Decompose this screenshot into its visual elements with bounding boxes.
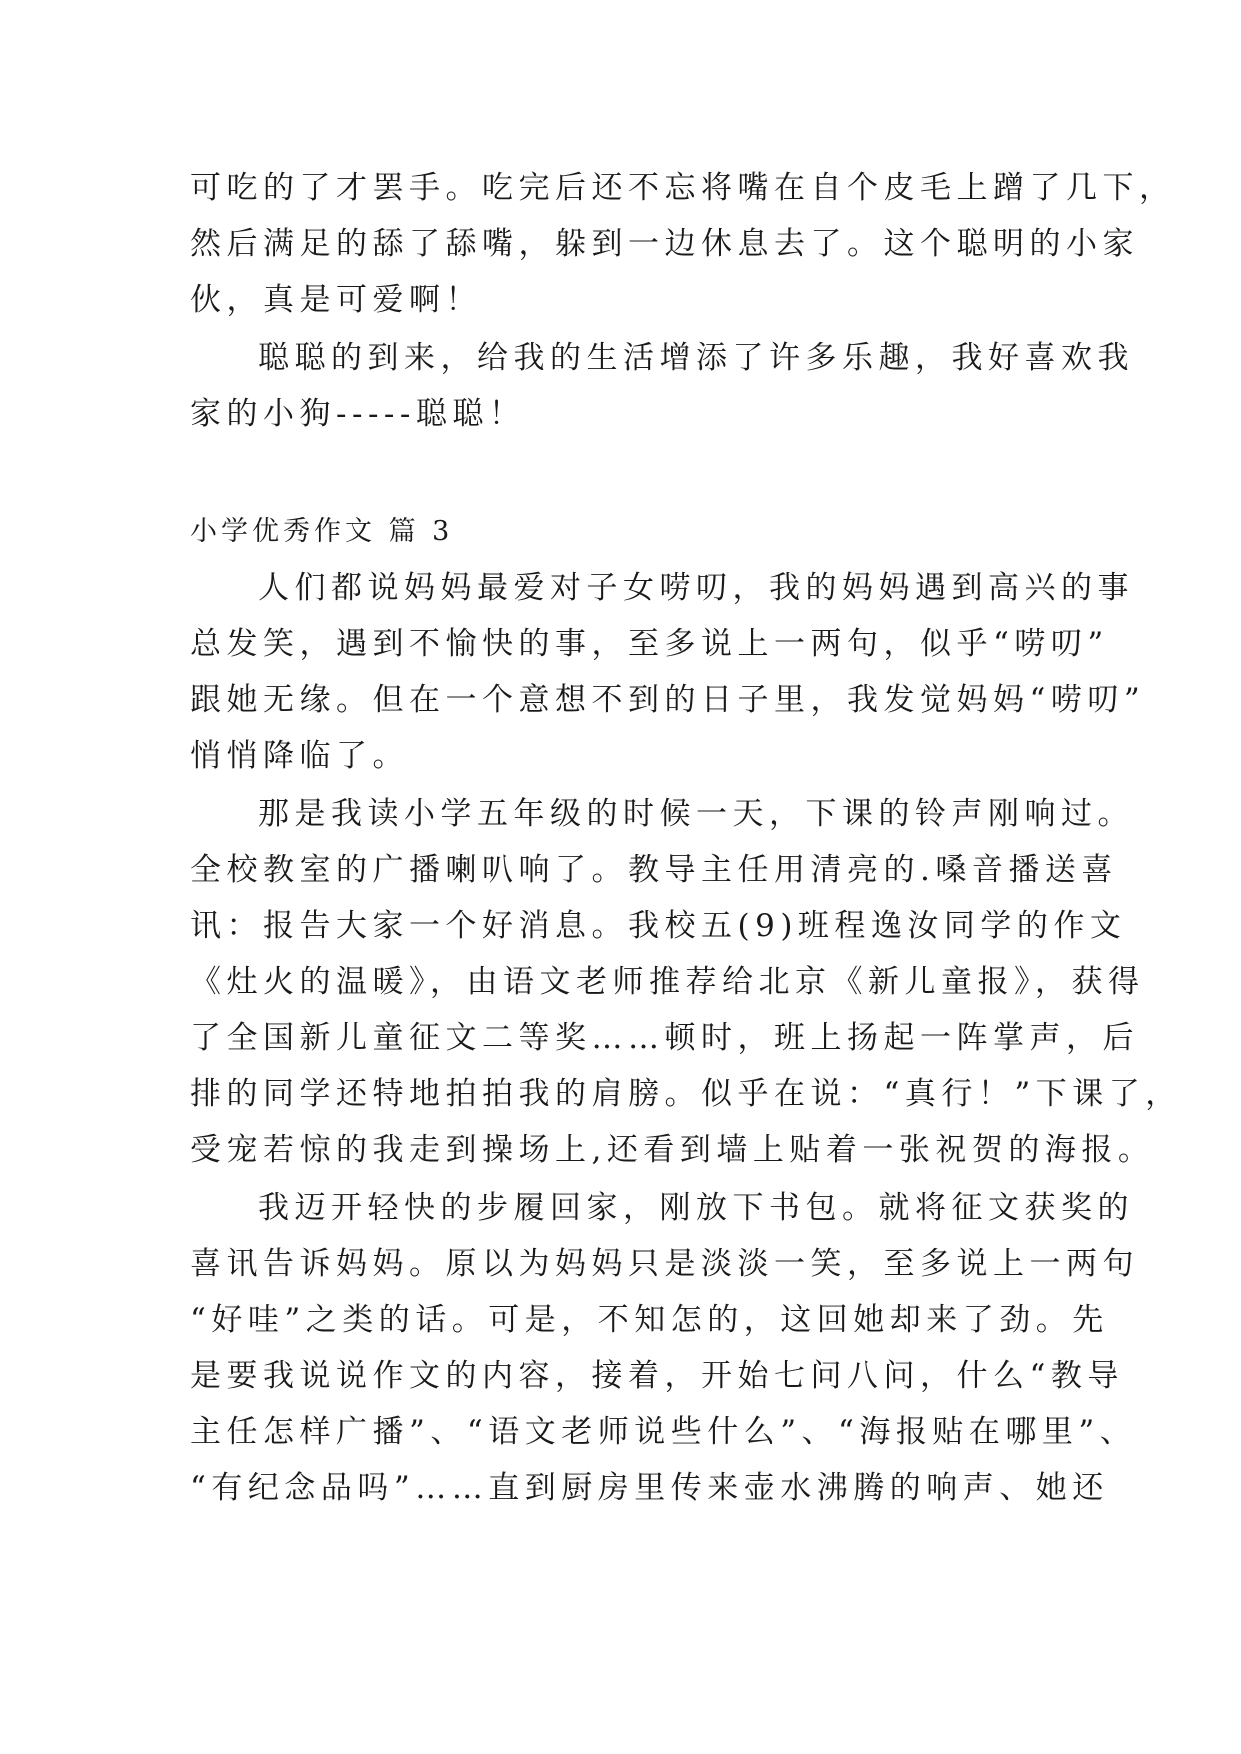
- text-line: 家的小狗-----聪聪！: [190, 396, 526, 432]
- text-line: 了全国新儿童征文二等奖……顿时，班上扬起一阵掌声，后: [190, 1020, 1139, 1056]
- text-line: 全校教室的广播喇叭响了。教导主任用清亮的.嗓音播送喜: [190, 852, 1118, 888]
- text-line: “好哇”之类的话。可是，不知怎的，这回她却来了劲。先: [190, 1302, 1109, 1338]
- text-line: 主任怎样广播”、“语文老师说些什么”、“海报贴在哪里”、: [190, 1414, 1137, 1450]
- text-line: 可吃的了才罢手。吃完后还不忘将嘴在自个皮毛上蹭了几下，: [190, 170, 1176, 206]
- section-heading: 小学优秀作文 篇 3: [190, 516, 454, 547]
- text-line: 《灶火的温暖》，由语文老师推荐给北京《新儿童报》，获得: [190, 964, 1145, 1000]
- text-line: 我迈开轻快的步履回家，刚放下书包。就将征文获奖的: [258, 1190, 1134, 1226]
- text-line: 是要我说说作文的内容，接着，开始七问八问，什么“教导: [190, 1358, 1124, 1394]
- text-line: 那是我读小学五年级的时候一天，下课的铃声刚响过。: [258, 796, 1134, 832]
- text-line: 聪聪的到来，给我的生活增添了许多乐趣，我好喜欢我: [258, 340, 1134, 376]
- text-line: 总发笑，遇到不愉快的事，至多说上一两句，似乎“唠叨”: [190, 626, 1109, 662]
- text-line: 受宠若惊的我走到操场上,还看到墙上贴着一张祝贺的海报。: [190, 1132, 1155, 1168]
- text-line: 讯：报告大家一个好消息。我校五(9)班程逸汝同学的作文: [190, 908, 1127, 944]
- text-line: 排的同学还特地拍拍我的肩膀。似乎在说：“真行！”下课了，: [190, 1076, 1182, 1112]
- text-line: “有纪念品吗”……直到厨房里传来壶水沸腾的响声、她还: [190, 1470, 1109, 1506]
- text-line: 人们都说妈妈最爱对子女唠叨，我的妈妈遇到高兴的事: [258, 570, 1134, 606]
- text-line: 悄悄降临了。: [190, 738, 409, 774]
- text-line: 伙，真是可爱啊！: [190, 282, 482, 318]
- text-line: 跟她无缘。但在一个意想不到的日子里，我发觉妈妈“唠叨”: [190, 682, 1146, 718]
- text-line: 然后满足的舔了舔嘴，躲到一边休息去了。这个聪明的小家: [190, 226, 1139, 262]
- text-line: 喜讯告诉妈妈。原以为妈妈只是淡淡一笑，至多说上一两句: [190, 1246, 1139, 1282]
